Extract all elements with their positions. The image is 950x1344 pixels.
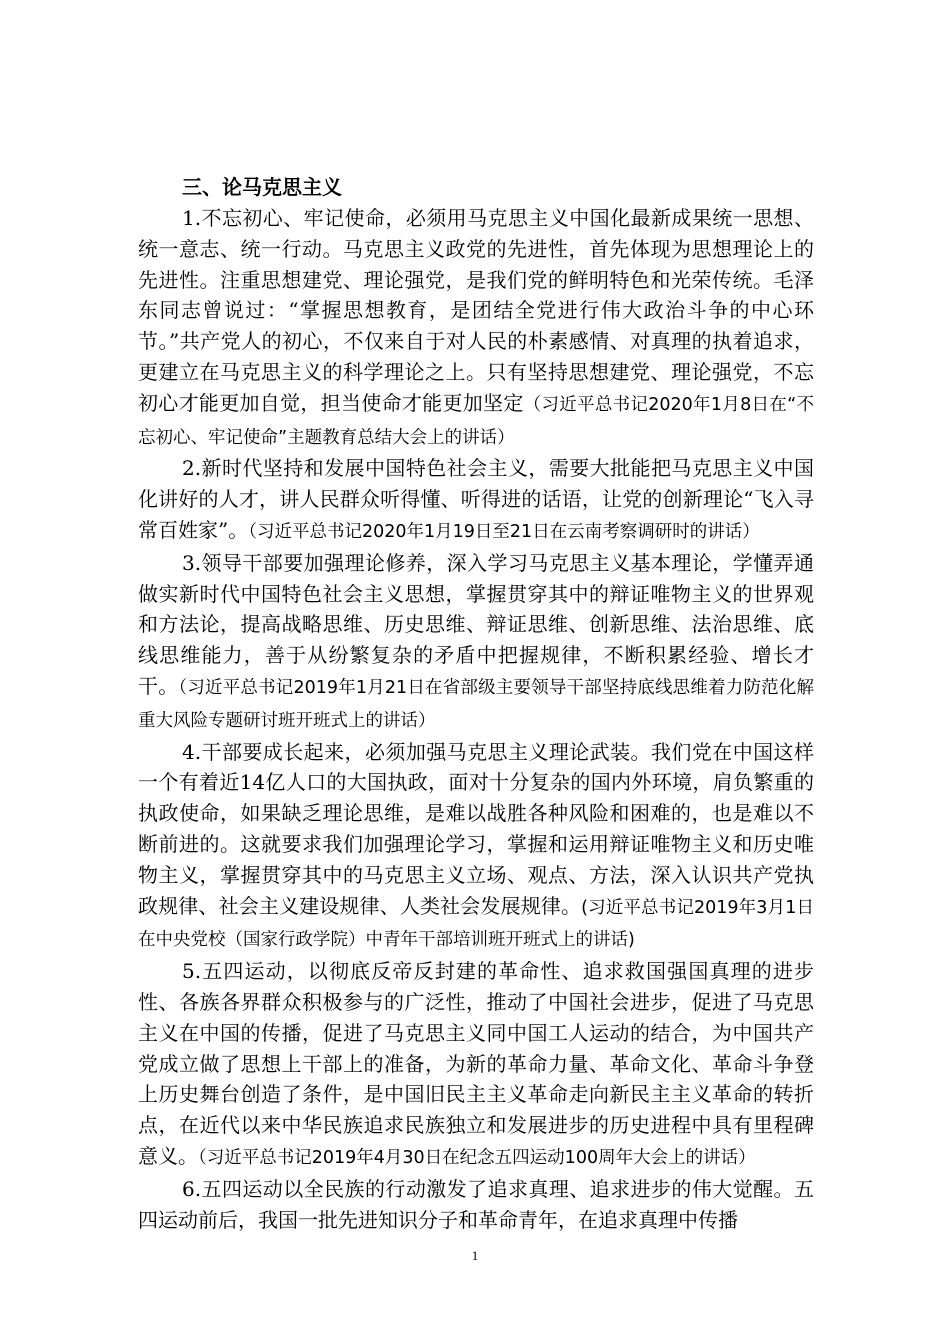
paragraph-text: 4.干部要成长起来，必须加强马克思主义理论武装。我们党在中国这样一个有着近14亿人口的大国执政，面对十分复杂的国内外环境，肩负繁重的执政使命，如果缺乏理论思维，是难以战胜各种风险和困难的，也是难以不断前进的。这就要求我们加强理论学习，掌握和运用辩证唯物主义和历史唯物主义，掌握贯穿其中的马克思主义立场、观点、方法，深入认识共产党执政规律、社会主义建设规律、人类社会发展规律。	[138, 739, 814, 918]
paragraph-text: 1.不忘初心、牢记使命，必须用马克思主义中国化最新成果统一思想、统一意志、统一行动。马克思主义政党的先进性，首先体现为思想理论上的先进性。注重思想建党、理论强党，是我们党的鲜明特色和光荣传统。毛泽东同志曾说过：“掌握思想教育，是团结全党进行伟大政治斗争的中心环节。”共产党人的初心，不仅来自于对人民的朴素感情、对真理的执着追求，更建立在马克思主义的科学理论之上。只有坚持思想建党、理论强党，不忘初心才能更加自觉，担当使命才能更加坚定	[138, 206, 814, 415]
page-number: 1	[471, 1248, 479, 1263]
section-heading: 三、论马克思主义	[182, 175, 342, 199]
document-body	[138, 172, 814, 1237]
paragraph-text: 6.五四运动以全民族的行动激发了追求真理、追求进步的伟大觉醒。五四运动前后，我国一批先进知识分子和革命青年，在追求真理中传播	[138, 1176, 814, 1232]
paragraph-3	[138, 548, 814, 737]
paragraph-text: 2.新时代坚持和发展中国特色社会主义，需要大批能把马克思主义中国化讲好的人才，讲人民群众听得懂、听得进的话语，让党的创新理论“飞入寻常百姓家”。	[138, 456, 814, 542]
paragraph-1	[138, 203, 814, 453]
paragraph-citation: （习近平总书记2019年1月21日在省部级主要领导干部坚持底线思维着力防范化解重大风险专题研讨班开班式上的讲话）	[138, 677, 815, 731]
paragraph-text: 3.领导干部要加强理论修养，深入学习马克思主义基本理论，学懂弄通做实新时代中国特色社会主义思想，掌握贯穿其中的辩证唯物主义的世界观和方法论，提高战略思维、历史思维、辩证思维、创新思维、法治思维、底线思维能力，善于从纷繁复杂的矛盾中把握规律，不断积累经验、增长才干。	[138, 550, 814, 698]
paragraph-text: 5.五四运动，以彻底反帝反封建的革命性、追求救国强国真理的进步性、各族各界群众积极参与的广泛性，推动了中国社会进步，促进了马克思主义在中国的传播，促进了马克思主义同中国工人运动的结合，为中国共产党成立做了思想上干部上的准备，为新的革命力量、革命文化、革命斗争登上历史舞台创造了条件，是中国旧民主主义革命走向新民主主义革命的转折点，在近代以来中华民族追求民族独立和发展进步的历史进程中具有里程碑意义。	[138, 959, 814, 1168]
paragraph-citation: （习近平总书记2020年1月19日至21日在云南考察调研时的讲话）	[248, 521, 760, 542]
paragraph-citation: （习近平总书记2019年4月30日在纪念五四运动100周年大会上的讲话）	[198, 1147, 756, 1168]
paragraph-citation: (习近平总书记2019年3月1日在中央党校（国家行政学院）中青年干部培训班开班式上的讲话)	[138, 897, 815, 951]
paragraph-citation: （习近平总书记2020年1月8日在“不忘初心、牢记使命”主题教育总结大会上的讲话）	[138, 394, 815, 448]
paragraph-2	[138, 453, 814, 547]
paragraph-4	[138, 737, 814, 957]
paragraph-6	[138, 1174, 814, 1238]
paragraph-5	[138, 956, 814, 1174]
